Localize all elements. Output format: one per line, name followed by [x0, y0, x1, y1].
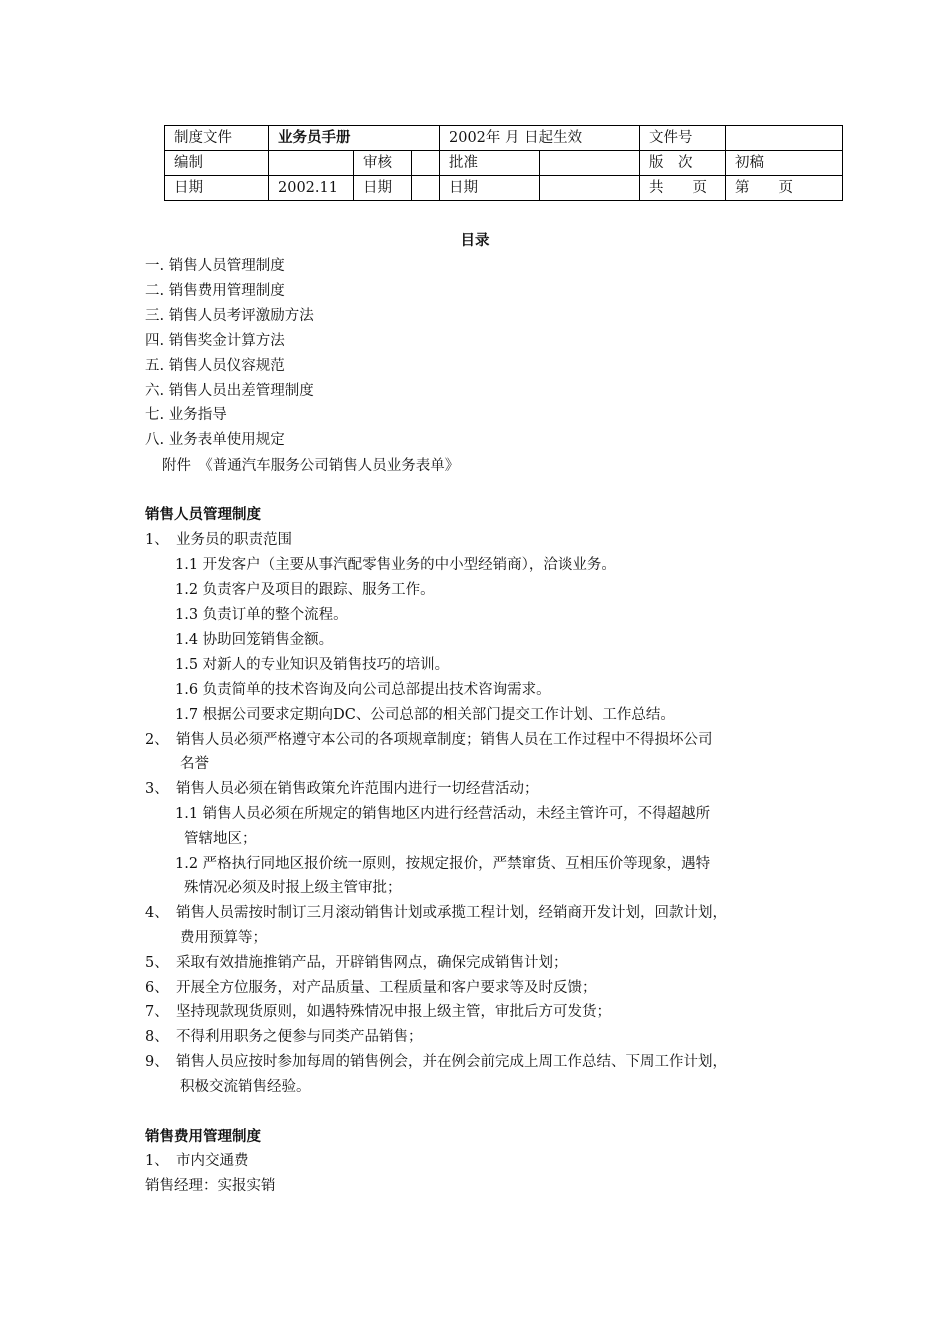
- header-cell: [412, 176, 440, 201]
- section-line: 1、 业务员的职责范围: [145, 532, 292, 548]
- section-line: 销售经理：实报实销: [145, 1178, 276, 1194]
- section-line: 1.7 根据公司要求定期向DC、公司总部的相关部门提交工作计划、工作总结。: [175, 707, 675, 723]
- toc-item: 一. 销售人员管理制度: [145, 258, 285, 274]
- section-line: 1.5 对新人的专业知识及销售技巧的培训。: [175, 657, 450, 673]
- section-line: 费用预算等；: [180, 930, 267, 946]
- section-line: 2、 销售人员必须严格遵守本公司的各项规章制度；销售人员在工作过程中不得损坏公司: [145, 732, 713, 748]
- header-cell: 审核: [354, 151, 412, 176]
- header-cell: 日期: [165, 176, 269, 201]
- header-cell: 第 页: [726, 176, 843, 201]
- header-cell: 2002年 月 日起生效: [440, 126, 640, 151]
- header-cell: [726, 126, 843, 151]
- header-cell: 批准: [440, 151, 540, 176]
- header-row: [165, 176, 843, 201]
- toc-title: 目录: [460, 232, 490, 249]
- section-line: 管辖地区；: [184, 831, 257, 847]
- section-line: 1.2 负责客户及项目的跟踪、服务工作。: [175, 582, 435, 598]
- section-line: 积极交流销售经验。: [180, 1079, 311, 1095]
- toc-item: 六. 销售人员出差管理制度: [145, 383, 314, 399]
- header-cell: [540, 176, 640, 201]
- section-line: 1、 市内交通费: [145, 1153, 249, 1169]
- header-cell: 日期: [440, 176, 540, 201]
- header-cell: 制度文件: [165, 126, 269, 151]
- section-title: 销售人员管理制度: [145, 506, 261, 523]
- section-line: 8、 不得利用职务之便参与同类产品销售；: [145, 1029, 423, 1045]
- toc-item: 三. 销售人员考评激励方法: [145, 308, 314, 324]
- section-line: 1.1 开发客户（主要从事汽配零售业务的中小型经销商），洽谈业务。: [175, 557, 616, 573]
- toc-item: 二. 销售费用管理制度: [145, 283, 285, 299]
- section-line: 4、 销售人员需按时制订三月滚动销售计划或承揽工程计划，经销商开发计划，回款计划，: [145, 905, 727, 921]
- header-cell: 2002.11: [269, 176, 354, 201]
- section-line: 6、 开展全方位服务，对产品质量、工程质量和客户要求等及时反馈；: [145, 980, 597, 996]
- header-cell: [412, 151, 440, 176]
- section-title: 销售费用管理制度: [145, 1128, 261, 1145]
- section-line: 殊情况必须及时报上级主管审批；: [184, 880, 402, 896]
- header-cell: 共 页: [640, 176, 726, 201]
- header-cell: [540, 151, 640, 176]
- toc-item: 五. 销售人员仪容规范: [145, 358, 285, 374]
- header-cell: 初稿: [726, 151, 843, 176]
- section-line: 1.4 协助回笼销售金额。: [175, 632, 334, 648]
- toc-item: 八. 业务表单使用规定: [145, 432, 285, 448]
- header-cell: [269, 151, 354, 176]
- section-line: 1.1 销售人员必须在所规定的销售地区内进行经营活动，未经主管许可，不得超越所: [175, 806, 711, 822]
- section-line: 1.6 负责简单的技术咨询及向公司总部提出技术咨询需求。: [175, 682, 551, 698]
- section-line: 5、 采取有效措施推销产品，开辟销售网点，确保完成销售计划；: [145, 955, 568, 971]
- toc-item: 七. 业务指导: [145, 407, 227, 423]
- header-row: [165, 126, 843, 151]
- toc-item: 四. 销售奖金计算方法: [145, 333, 285, 349]
- header-cell: 日期: [354, 176, 412, 201]
- header-row: [165, 151, 843, 176]
- section-line: 1.3 负责订单的整个流程。: [175, 607, 348, 623]
- section-line: 3、 销售人员必须在销售政策允许范围内进行一切经营活动；: [145, 781, 539, 797]
- section-line: 名誉: [180, 756, 209, 772]
- header-cell: 版 次: [640, 151, 726, 176]
- section-line: 1.2 严格执行同地区报价统一原则，按规定报价，严禁窜货、互相压价等现象，遇特: [175, 856, 711, 872]
- header-cell-title: 业务员手册: [269, 126, 440, 151]
- header-cell: 文件号: [640, 126, 726, 151]
- section-line: 7、 坚持现款现货原则，如遇特殊情况申报上级主管，审批后方可发货；: [145, 1004, 611, 1020]
- header-table: [164, 125, 843, 201]
- section-line: 9、 销售人员应按时参加每周的销售例会，并在例会前完成上周工作总结、下周工作计划，: [145, 1054, 727, 1070]
- toc-appendix: 附件 《普通汽车服务公司销售人员业务表单》: [162, 458, 460, 474]
- header-cell: 编制: [165, 151, 269, 176]
